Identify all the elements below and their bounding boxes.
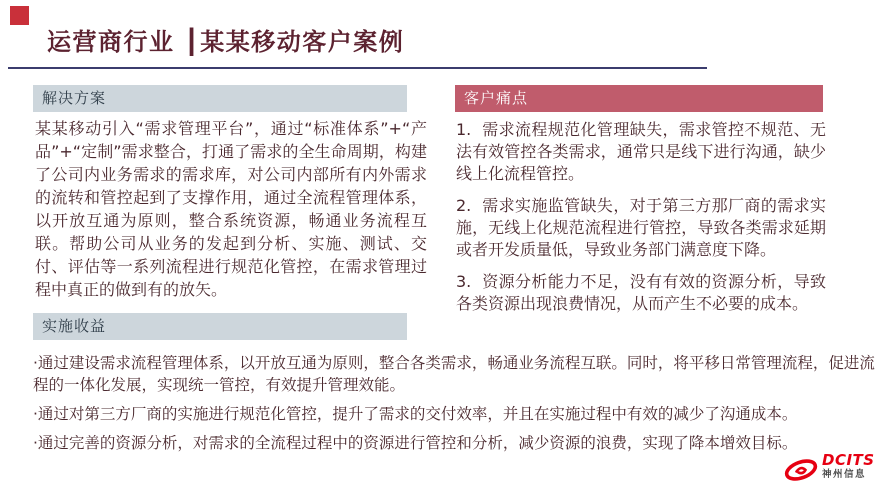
- dcits-swoosh-icon: [783, 457, 819, 483]
- pain-point-item: 3. 资源分析能力不足，没有有效的资源分析，导致各类资源出现浪费情况，从而产生不必要的成本。: [456, 272, 826, 313]
- benefit-item: ·通过建设需求流程管理体系，以开放互通为原则，整合各类需求，畅通业务流程互联。同时，将平移日常管理流程，促进流程的一体化发展，实现统一管控，有效提升管理效能。: [33, 354, 875, 394]
- page-title: 运营商行业 ┃某某移动客户案例: [47, 28, 405, 56]
- benefit-item: ·通过完善的资源分析，对需求的全流程过程中的资源进行管控和分析，减少资源的浪费，实现了降本增效目标。: [33, 434, 798, 452]
- dcits-logo-text: [822, 452, 875, 481]
- dcits-company-text: 神州信息: [822, 469, 867, 480]
- pain-point-item: 1. 需求流程规范化管理缺失，需求管控不规范、无法有效管控各类需求，通常只是线下进行沟通，缺少线上化流程管控。: [456, 120, 826, 183]
- pain-point-item: 2. 需求实施监管缺失，对于第三方那厂商的需求实施，无线上化规范流程进行管控，导致各类需求延期或者开发质量低，导致业务部门满意度下降。: [456, 196, 826, 259]
- dcits-logo: [783, 452, 875, 483]
- benefit-item: ·通过对第三方厂商的实施进行规范化管控，提升了需求的交付效率，并且在实施过程中有效的减少了沟通成本。: [33, 405, 798, 423]
- solution-section-header: 解决方案: [33, 85, 407, 112]
- title-divider: [8, 67, 707, 69]
- pain-points-list: [456, 119, 826, 325]
- corner-accent-square: [10, 6, 29, 25]
- solution-body-text: 某某移动引入“需求管理平台”，通过“标准体系”+“产品”+“定制”需求整合，打通了需求的全生命周期，构建了公司内业务需求的需求库，对公司内部所有内外需求的流转和管控起到了支撑作用，通过全流程管理体系，以开放互通为原则，整合系统资源，畅通业务流程互联。帮助公司从业务的发起到分析、实施、测试、交付、评估等一系列流程进行规范化管控，在需求管理过程中真正的做到有的放矢。: [35, 119, 427, 299]
- dcits-brand-text: DCITS: [822, 451, 875, 469]
- pain-points-section-header: 客户痛点: [455, 85, 823, 112]
- benefits-list: [33, 352, 877, 461]
- benefits-section-header: 实施收益: [33, 313, 407, 340]
